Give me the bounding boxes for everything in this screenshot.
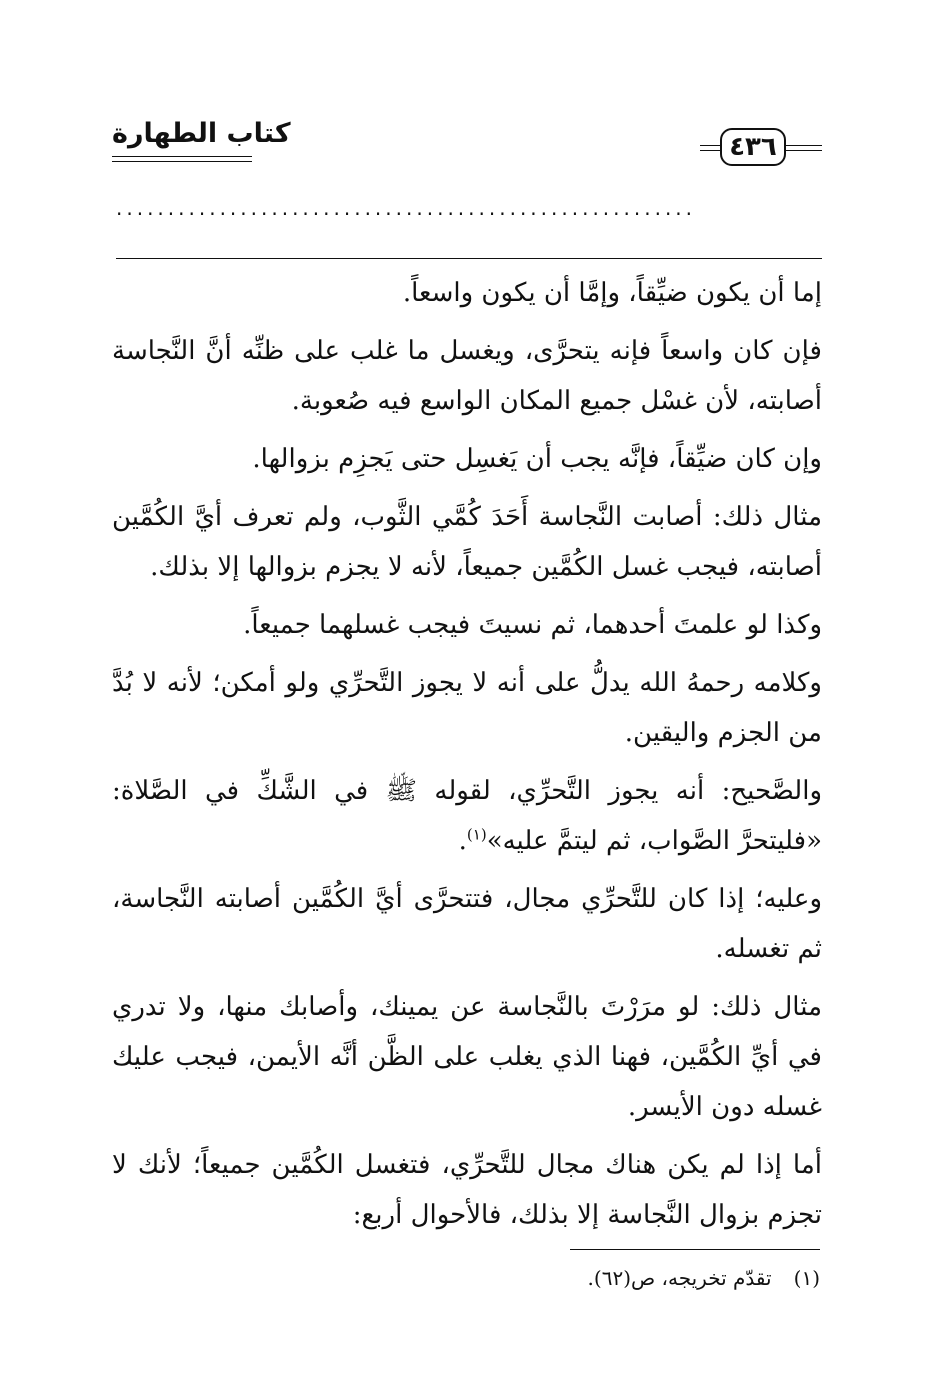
footnote-reference[interactable]: (١) — [466, 825, 487, 844]
main-text — [112, 268, 822, 1240]
paragraph: وإن كان ضيِّقاً، فإنَّه يجب أن يَغسِل حتى يَجزِم بزوالها. — [252, 444, 822, 474]
running-title: كتاب الطهارة — [112, 118, 291, 149]
paragraph: وكلامه رحمهُ الله يدلُّ على أنه لا يجوز التَّحرِّي ولو أمكن؛ لأنه لا بُدَّ من الجزم واليقين. — [112, 668, 822, 748]
page-number: ٤٣٦ — [720, 128, 786, 166]
paragraph: مثال ذلك: لو مرَرْتَ بالنَّجاسة عن يمينك، وأصابك منها، ولا تدري في أيِّ الكُمَّين، فهنا الذي يغلب على الظَّن أنَّه الأيمن، فيجب عليك غسله دون الأيسر. — [112, 992, 823, 1122]
footnote-rule — [570, 1249, 820, 1250]
paragraph-end-punctuation: . — [458, 826, 467, 856]
paragraph: وعليه؛ إذا كان للتَّحرِّي مجال، فتتحرَّى أيَّ الكُمَّين أصابته النَّجاسة، ثم تغسله. — [112, 884, 822, 964]
paragraph: وكذا لو علمتَ أحدهما، ثم نسيتَ فيجب غسلهما جميعاً. — [243, 610, 822, 640]
dotted-separator: ........................................................ — [116, 198, 697, 218]
header-separator-line — [116, 258, 822, 259]
paragraph-with-footnote — [112, 766, 822, 866]
footnote-text: تقدّم تخريجه، ص(٦٢). — [587, 1266, 772, 1290]
paragraph: فإن كان واسعاً فإنه يتحرَّى، ويغسل ما غلب على ظنِّه أنَّ النَّجاسة أصابته، لأن غسْل جميع المكان الواسع فيه صُعوبة. — [112, 336, 822, 416]
paragraph: مثال ذلك: أصابت النَّجاسة أَحَدَ كُمَّي الثَّوب، ولم تعرف أيَّ الكُمَّين أصابته، فيجب غسل الكُمَّين جميعاً، لأنه لا يجزم بزوالها إلا بذلك. — [112, 502, 822, 582]
paragraph: إما أن يكون ضيِّقاً، وإمَّا أن يكون واسعاً. — [402, 278, 822, 308]
footnote — [400, 1262, 820, 1294]
paragraph-text: والصَّحيح: أنه يجوز التَّحرِّي، لقوله ﷺ في الشَّكِّ في الصَّلاة: «فليتحرَّ الصَّواب، ثم ليتمَّ عليه» — [112, 776, 822, 856]
footnote-marker: (١) — [793, 1266, 820, 1290]
page-number-rule-right — [786, 145, 822, 151]
title-underline — [112, 156, 252, 162]
paragraph: أما إذا لم يكن هناك مجال للتَّحرِّي، فتغسل الكُمَّين جميعاً؛ لأنك لا تجزم بزوال النَّجاسة إلا بذلك، فالأحوال أربع: — [112, 1150, 823, 1230]
page-number-rule-left — [700, 145, 720, 151]
